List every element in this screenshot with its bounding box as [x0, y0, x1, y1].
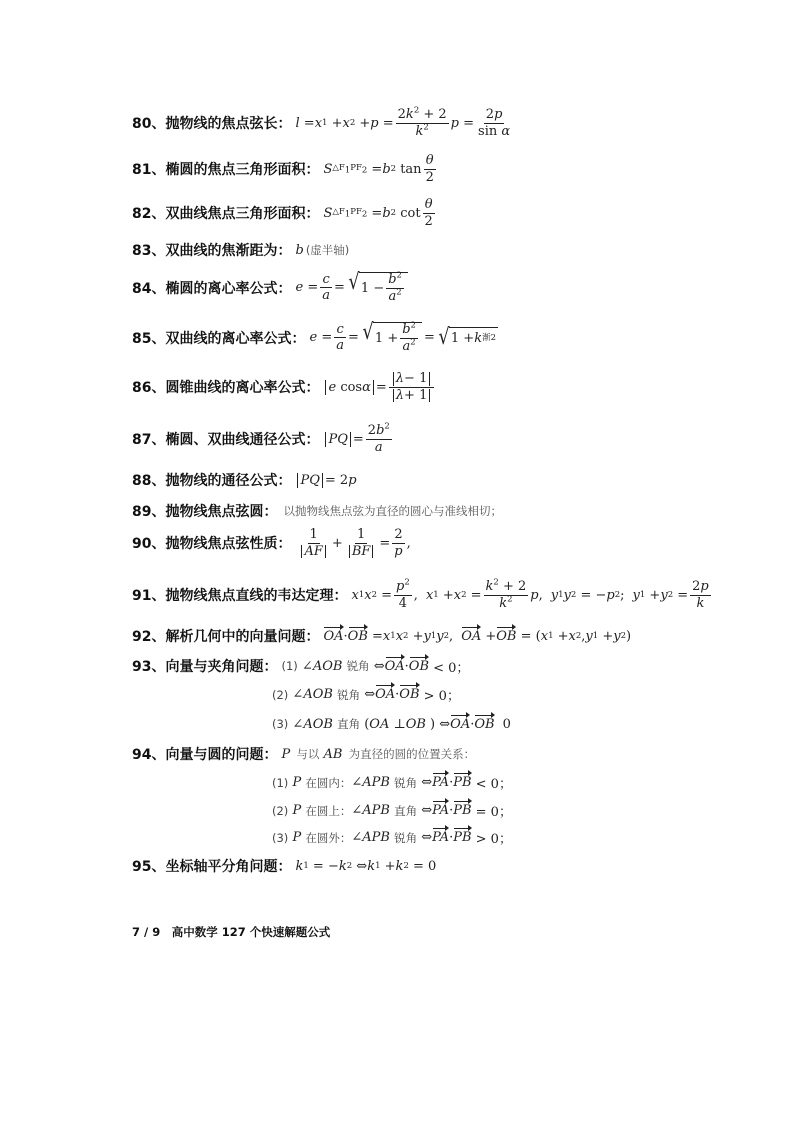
formula: e = $\frac{c}{a}$ = √ 1 − $\frac{b^2}{a^2}$: [295, 272, 409, 303]
item-label: 88、抛物线的通径公式：: [132, 473, 292, 489]
formula-item-84: [132, 272, 770, 303]
formula-item-93-2: [272, 685, 770, 704]
item-label: 94、向量与圆的问题：: [132, 747, 278, 763]
formula-item-87: [132, 421, 770, 455]
formula: S $\triangle F_1PF_2$ = b 2 tan $\frac{\theta}{2}$: [323, 153, 434, 185]
formula-item-85: [132, 322, 770, 353]
formula-item-94-3: [272, 828, 770, 847]
formula-item-88: [132, 470, 770, 490]
formula-item-93-3: [272, 716, 770, 732]
item-label: 93、向量与夹角问题：: [132, 659, 278, 675]
formula-item-86: [132, 372, 770, 402]
formula: (3) P 在圆外： ∠ APB 锐角 ⇔ PA · PB > 0；: [272, 830, 512, 847]
formula: k 1 = − k 2 ⇔ k 1 + k 2 = 0: [295, 858, 437, 874]
item-note: 以抛物线焦点弦为直径的圆心与准线相切；: [283, 504, 502, 518]
item-label: 91、抛物线焦点直线的韦达定理：: [132, 588, 348, 605]
formula: (2) ∠ AOB 锐角 ⇔ OA · OB > 0；: [272, 687, 460, 704]
formula-item-81: [132, 154, 770, 184]
formula: (2) P 在圆上： ∠ APB 直角 ⇔ PA · PB = 0；: [272, 803, 512, 820]
formula-item-94: [132, 744, 770, 764]
formula: e cos α = λ − 1 λ + 1: [323, 372, 436, 402]
item-label: 92、解析几何中的向量问题：: [132, 629, 320, 645]
formula: OA · OB = x 1 x 2 + y 1 y 2 , OA + OB = ( x 1 + x 2 , y 1 + y 2 ): [323, 628, 632, 644]
item-label: 87、椭圆、双曲线通径公式：: [132, 432, 320, 449]
formula: (1) P 在圆内： ∠ APB 锐角 ⇔ PA · PB < 0；: [272, 775, 512, 792]
formula: e = $\frac{c}{a}$ = √ 1 + $\frac{b^2}{a^2}$ = √ 1 + k 渐 2: [309, 320, 497, 354]
formula: S $\triangle F_1PF_2$ = b 2 cot $\frac{\theta}{2}$: [323, 197, 433, 229]
formula: PQ = $\frac{2b^2}{a}$: [323, 424, 393, 454]
item-label: 86、圆锥曲线的离心率公式：: [132, 380, 320, 397]
item-label: 89、抛物线焦点弦圆：: [132, 504, 278, 520]
formula-item-82: [132, 198, 770, 228]
formula: P 与以 AB 为直径的圆的位置关系：: [281, 746, 476, 762]
item-label: 95、坐标轴平分角问题：: [132, 859, 292, 875]
formula: (3) ∠ AOB 直角 ( OA ⊥ OB ) ⇔ OA · OB 0: [272, 716, 511, 732]
formula-item-94-2: [272, 801, 770, 820]
formula: PQ = 2 p: [295, 473, 356, 488]
page-footer: 7 / 9 高中数学 127 个快速解题公式: [132, 925, 331, 939]
item-label: 84、椭圆的离心率公式：: [132, 280, 292, 297]
item-label: 83、双曲线的焦渐距为：: [132, 243, 292, 259]
formula-item-90: [132, 528, 770, 558]
formula-item-92: [132, 626, 770, 646]
item-label: 82、双曲线焦点三角形面积：: [132, 206, 320, 223]
formula-item-83: [132, 240, 770, 260]
formula-item-89: [132, 501, 770, 521]
formula: b (虚半轴): [295, 242, 350, 258]
formula-item-93: [132, 656, 770, 676]
item-label: 80、抛物线的焦点弦长：: [132, 116, 292, 133]
item-label: 85、双曲线的离心率公式：: [132, 330, 306, 347]
formula: $\frac{1}{AF}$ + $\frac{1}{BF}$ = $\frac{2}{p}$ ,: [295, 528, 410, 558]
formula-item-95: [132, 856, 770, 876]
item-label: 90、抛物线焦点弦性质：: [132, 536, 292, 553]
formula: l = x 1 + x 2 + p = $\frac{2k^2 + 2}{k^2}$ p = $\frac{2p}{\text{sin α}}$: [295, 105, 511, 139]
formula: [281, 503, 502, 519]
formula: (1) ∠ AOB 锐角 ⇔ OA · OB < 0；: [281, 658, 470, 676]
formula-item-80: [132, 105, 770, 139]
formula: x 1 x 2 = $\frac{p^2}{4}$ , x 1 + x 2 = $\frac{k^2 + 2}{k^2}$ p , y 1 y 2 = − p 2 ; y 1 + y 2 = $\frac{2p}{k}$: [351, 577, 709, 611]
formula-item-91: [132, 577, 770, 611]
item-note: (虚半轴): [305, 243, 350, 257]
formula-item-94-1: [272, 773, 770, 792]
item-label: 81、椭圆的焦点三角形面积：: [132, 162, 320, 179]
